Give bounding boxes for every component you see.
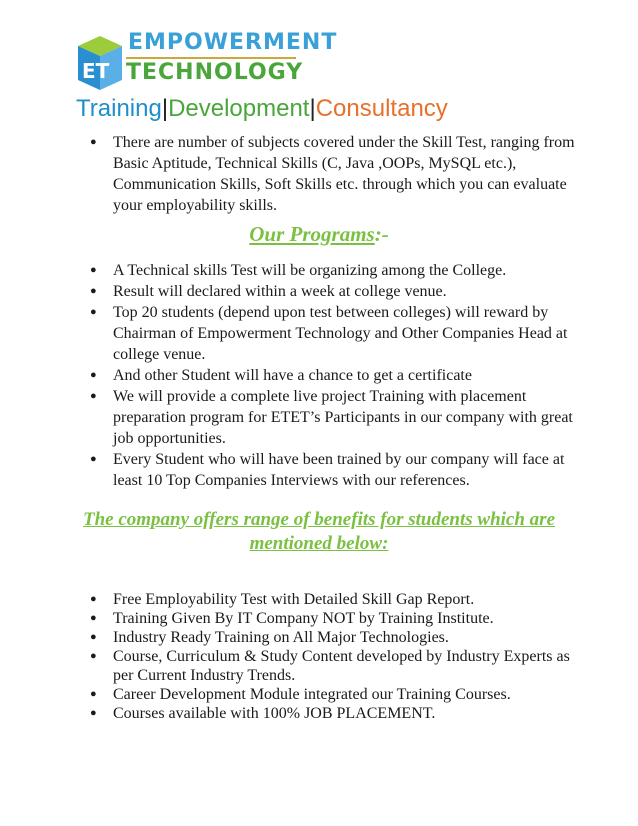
cube-logo-icon <box>76 32 124 94</box>
list-item: ● Courses available with 100% JOB PLACEMENT. <box>76 704 576 723</box>
list-item: ● Result will declared within a week at college venue. <box>76 281 576 302</box>
tagline-training: Training <box>76 95 162 122</box>
list-item: ● And other Student will have a chance to get a certificate <box>76 365 576 386</box>
list-item: ● Industry Ready Training on All Major Technologies. <box>76 628 576 647</box>
list-item: ● There are number of subjects covered under the Skill Test, ranging from Basic Aptitude, Technical Skills (C, Java ,OOPs, MySQL etc.), Communication Skills, Soft Skills etc. through which you can evaluate your employability skills. <box>76 132 576 216</box>
list-item: ● Career Development Module integrated our Training Courses. <box>76 685 576 704</box>
list-item: ● A Technical skills Test will be organizing among the College. <box>76 260 576 281</box>
programs-heading-suffix: :- <box>374 222 389 246</box>
tagline <box>76 94 448 124</box>
programs-heading-text: Our Programs <box>249 222 375 246</box>
list-item: ● Free Employability Test with Detailed Skill Gap Report. <box>76 590 576 609</box>
tagline-consultancy: Consultancy <box>315 95 448 122</box>
list-item: ● Top 20 students (depend upon test between colleges) will reward by Chairman of Empowerment Technology and Other Companies Head at college venue. <box>76 302 576 365</box>
benefits-heading: The company offers range of benefits for students which are mentioned below: <box>82 509 555 554</box>
tagline-development: Development <box>168 95 310 122</box>
logo-underline <box>126 57 296 59</box>
list-item: ● We will provide a complete live project Training with placement preparation program for ETET’s Participants in our company with great job opportunities. <box>76 386 576 449</box>
tagline-separator: | <box>309 95 316 122</box>
logo-mark-text: ET <box>82 59 110 83</box>
programs-list <box>76 260 576 491</box>
logo-line-1: EMPOWERMENT <box>128 30 338 55</box>
company-logo <box>76 26 338 96</box>
list-item: ● Training Given By IT Company NOT by Training Institute. <box>76 609 576 628</box>
tagline-separator: | <box>161 95 169 122</box>
list-item: ● Course, Curriculum & Study Content developed by Industry Experts as per Current Industry Trends. <box>76 647 576 685</box>
intro-list <box>76 132 576 216</box>
benefits-list <box>76 590 576 723</box>
logo-line-2: TECHNOLOGY <box>126 60 304 85</box>
list-item: ● Every Student who will have been trained by our company will face at least 10 Top Companies Interviews with our references. <box>76 449 576 491</box>
programs-heading <box>0 222 638 247</box>
